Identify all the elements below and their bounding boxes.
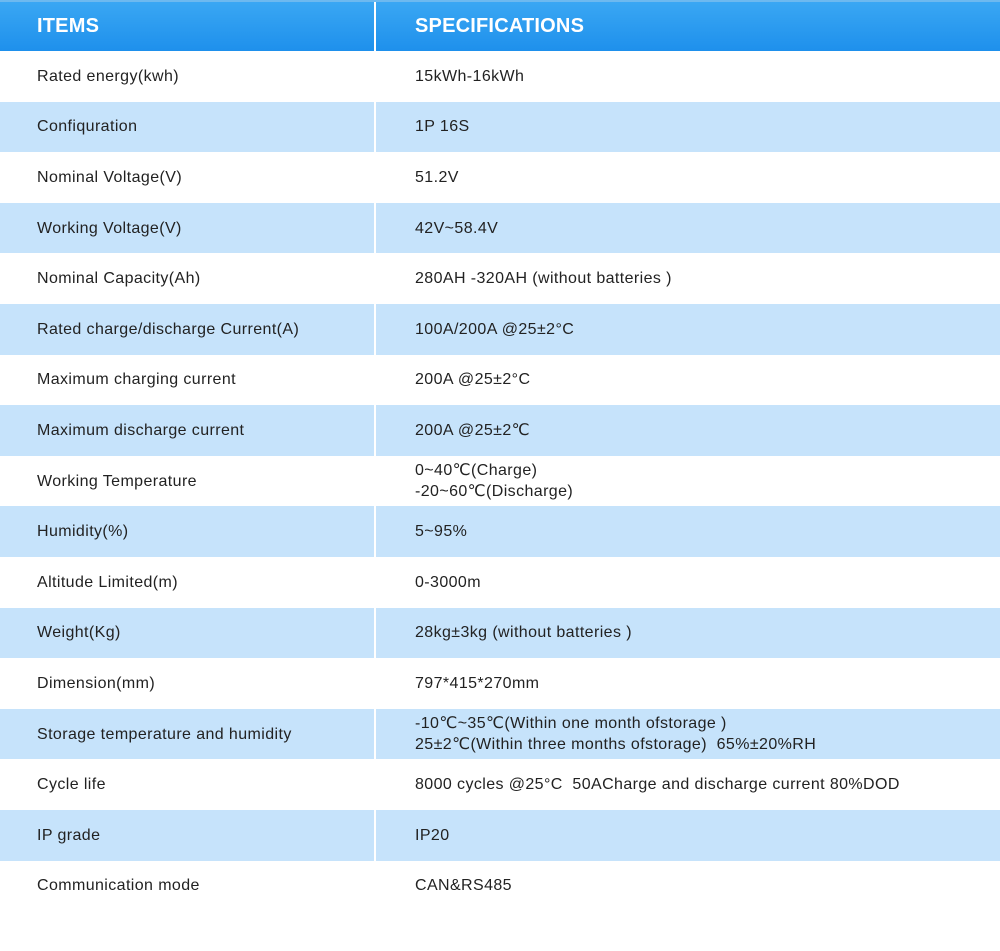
spec-value-line: 28kg±3kg (without batteries )	[415, 624, 632, 642]
spec-value	[376, 51, 1000, 102]
spec-value-line: 5~95%	[415, 523, 468, 541]
table-header	[0, 0, 1000, 51]
spec-value	[376, 506, 1000, 557]
item-label: Nominal Capacity(Ah)	[0, 253, 376, 304]
table-row	[0, 557, 1000, 608]
table-row	[0, 861, 1000, 912]
table-row	[0, 506, 1000, 557]
spec-value-line: -20~60℃(Discharge)	[415, 483, 574, 501]
spec-value	[376, 709, 1000, 760]
item-label: Communication mode	[0, 861, 376, 912]
spec-value-line: 200A @25±2℃	[415, 421, 531, 439]
spec-value-line: 8000 cycles @25°C 50ACharge and discharge current 80%DOD	[415, 776, 900, 794]
item-label: Dimension(mm)	[0, 658, 376, 709]
spec-value-line: 0-3000m	[415, 573, 481, 591]
item-label: Weight(Kg)	[0, 608, 376, 659]
table-row	[0, 608, 1000, 659]
spec-value-line: 51.2V	[415, 168, 459, 186]
spec-value	[376, 304, 1000, 355]
spec-value-line: -10℃~35℃(Within one month ofstorage )	[415, 715, 727, 733]
spec-value	[376, 405, 1000, 456]
item-label: Confiquration	[0, 102, 376, 153]
table-row	[0, 51, 1000, 102]
spec-value	[376, 759, 1000, 810]
spec-value	[376, 608, 1000, 659]
spec-value	[376, 253, 1000, 304]
spec-value	[376, 102, 1000, 153]
table-row	[0, 203, 1000, 254]
item-label: Working Temperature	[0, 456, 376, 507]
spec-value-line: 100A/200A @25±2°C	[415, 320, 575, 338]
table-row	[0, 658, 1000, 709]
spec-value	[376, 810, 1000, 861]
table-row	[0, 253, 1000, 304]
spec-value-line: 15kWh-16kWh	[415, 67, 525, 85]
spec-value	[376, 557, 1000, 608]
item-label: Maximum discharge current	[0, 405, 376, 456]
spec-table-body	[0, 51, 1000, 911]
spec-value-line: 42V~58.4V	[415, 219, 499, 237]
table-row	[0, 304, 1000, 355]
spec-value	[376, 152, 1000, 203]
spec-value-line: 797*415*270mm	[415, 674, 540, 692]
item-label: Altitude Limited(m)	[0, 557, 376, 608]
item-label: Maximum charging current	[0, 355, 376, 406]
spec-value-line: CAN&RS485	[415, 877, 512, 895]
spec-value-line: 25±2℃(Within three months ofstorage) 65%±20%RH	[415, 736, 817, 754]
spec-value	[376, 658, 1000, 709]
item-label: Rated charge/discharge Current(A)	[0, 304, 376, 355]
header-items: ITEMS	[0, 2, 376, 51]
table-row	[0, 102, 1000, 153]
item-label: Cycle life	[0, 759, 376, 810]
item-label: Storage temperature and humidity	[0, 709, 376, 760]
spec-value	[376, 203, 1000, 254]
spec-value-line: 1P 16S	[415, 118, 470, 136]
spec-value-line: 200A @25±2°C	[415, 371, 531, 389]
table-row	[0, 456, 1000, 507]
table-row	[0, 152, 1000, 203]
table-row	[0, 355, 1000, 406]
spec-value-line: 280AH -320AH (without batteries )	[415, 270, 672, 288]
item-label: Nominal Voltage(V)	[0, 152, 376, 203]
item-label: Working Voltage(V)	[0, 203, 376, 254]
table-row	[0, 709, 1000, 760]
table-row	[0, 759, 1000, 810]
item-label: Rated energy(kwh)	[0, 51, 376, 102]
spec-value	[376, 861, 1000, 912]
header-specifications: SPECIFICATIONS	[415, 15, 585, 37]
item-label: IP grade	[0, 810, 376, 861]
spec-value-line: 0~40℃(Charge)	[415, 462, 538, 480]
item-label: Humidity(%)	[0, 506, 376, 557]
spec-value	[376, 355, 1000, 406]
spec-value-line: IP20	[415, 826, 450, 844]
table-row	[0, 810, 1000, 861]
table-row	[0, 405, 1000, 456]
spec-value	[376, 456, 1000, 507]
